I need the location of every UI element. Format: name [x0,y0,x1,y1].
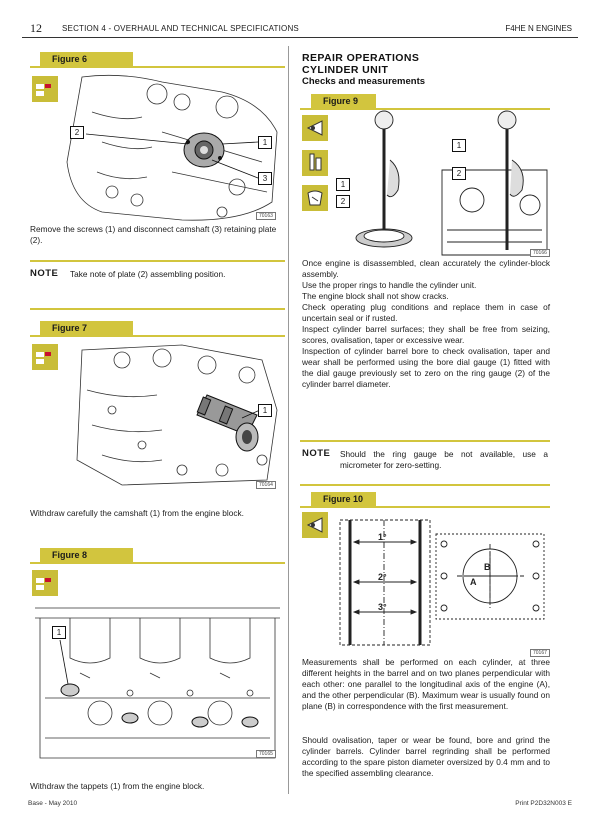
note2-label: NOTE [302,448,331,459]
figure6-callout: 1 [258,136,272,149]
page-header [22,20,578,38]
figure9-callout: 2 [336,195,350,208]
footer-left: Base - May 2010 [28,800,78,807]
figure6-callout: 3 [258,172,272,185]
figure9-code: 70166 [530,249,550,257]
figure9-line: Check operating plug conditions and replace them in case of uncertain seal or if rusted. [302,302,550,323]
note1-label: NOTE [30,268,59,279]
figure10-code: 70167 [530,649,550,657]
figure10-label: Figure 10 [311,492,376,507]
figure10-height-label: 1° [378,532,387,542]
figure7-caption: Withdraw carefully the camshaft (1) from the engine block. [30,508,244,518]
figure9-label: Figure 9 [311,94,376,109]
figure10-height-label: 3° [378,602,387,612]
figure7-callout: 1 [258,404,272,417]
note1 [30,268,285,282]
figure6-code: 70163 [256,212,276,220]
figure8-caption: Withdraw the tappets (1) from the engine block. [30,781,205,791]
figure7-code: 70164 [256,481,276,489]
note2 [302,448,550,474]
figure10-plane-label: A [470,577,477,587]
figure9-line: Inspection of cylinder barrel bore to check ovalisation, taper and wear shall be performed using the bore dial gauge (1) fitted with the dial gauge previously set to zero on the ring gauge (2) of the cylinder barrel diameter. [302,346,550,389]
figure10-paragraph: Measurements shall be performed on each cylinder, at three different heights in the barrel and on two planes perpendicular with each other: one parallel to the longitudinal axis of the engine (A), and the other perpendicular (B). Maximum wear is usually found on plane (B) in correspondence with the first measurement. [302,657,550,711]
heading-checks: Checks and measurements [302,76,426,87]
figure9-callout: 1 [336,178,350,191]
page-number: 12 [30,21,42,35]
figure8-code: 70165 [256,750,276,758]
figure9-intro: Once engine is disassembled, clean accurately the cylinder-block assembly. [302,258,550,279]
note1-text: Take note of plate (2) assembling position. [70,269,226,279]
figure9-illustration [332,110,550,260]
disassembly-symbol-icon [32,570,58,596]
disassembly-symbol-icon [32,344,58,370]
column-divider [288,46,289,794]
figure8-label: Figure 8 [40,548,133,563]
figure6-illustration [62,72,282,227]
measure-tool-icon [302,512,328,538]
section-heading [302,52,425,88]
figure9-line: Inspect cylinder barrel surfaces; they shall be free from seizing, scores, ovalisation, taper or excessive wear. [302,324,550,345]
note2-bottom-rule [300,484,550,486]
note2-text: Should the ring gauge be not available, use a micrometer for zero-setting. [340,449,548,470]
figure9-callout: 1 [452,139,466,152]
figure7-illustration [62,340,282,490]
note1-bottom-rule [30,308,285,310]
disassembly-symbol-icon [32,76,58,102]
figure6-label: Figure 6 [40,52,133,67]
note2-top-rule [300,440,550,442]
note1-top-rule [30,260,285,262]
measure-tool-icon [302,115,328,141]
figure8-callout: 1 [52,626,66,639]
heading-repair-operations: REPAIR OPERATIONS [302,52,420,64]
figure9-line: The engine block shall not show cracks. [302,291,449,301]
figure8-illustration [30,598,282,768]
figure7-label: Figure 7 [40,321,133,336]
inspect-tool-icon [302,185,328,211]
section-title: SECTION 4 - OVERHAUL AND TECHNICAL SPECIFICATIONS [62,24,299,33]
figure10-paragraph-2: Should ovalisation, taper or wear be found, bore and grind the cylinder barrels. Cylinder barrel regrinding shall be performed according to the spare piston diameter oversized by 0.4 mm and to the specified assembling clearance. [302,735,550,778]
engine-title: F4HE N ENGINES [505,24,572,33]
gauge-tool-icon [302,150,328,176]
figure10-plane-label: B [484,562,491,572]
figure10-illustration [332,512,550,658]
figure6-callout: 2 [70,126,84,139]
figure6-caption: Remove the screws (1) and disconnect camshaft (3) retaining plate (2). [30,224,277,245]
figure9-callout: 2 [452,167,466,180]
figure10-height-label: 2° [378,572,387,582]
heading-cylinder-unit: CYLINDER UNIT [302,64,389,76]
figure9-line: Use the proper rings to handle the cylinder unit. [302,280,477,290]
figure9-paragraph [302,258,550,390]
footer-right: Print P2D32N003 E [515,800,572,807]
